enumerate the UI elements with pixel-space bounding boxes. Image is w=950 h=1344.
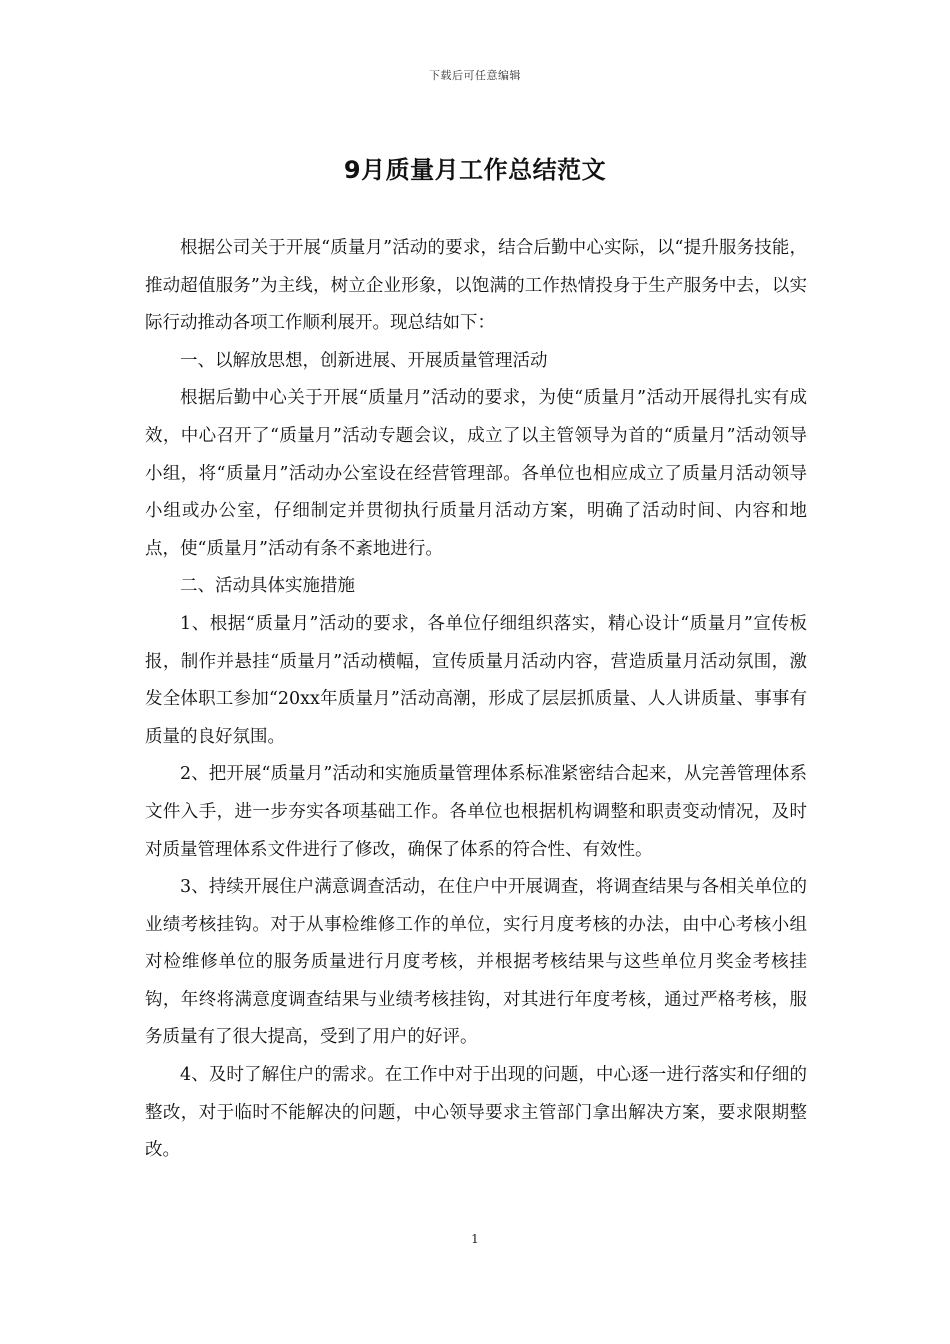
measure-2-paragraph: 2、把开展“质量月”活动和实施质量管理体系标准紧密结合起来，从完善管理体系文件入手，进一步夯实各项基础工作。各单位也根据机构调整和职责变动情况，及时对质量管理体系文件进行了修改，确保了体系的符合性、有效性。 bbox=[145, 764, 807, 860]
measure-4-paragraph: 4、及时了解住户的需求。在工作中对于出现的问题，中心逐一进行落实和仔细的整改，对于临时不能解决的问题，中心领导要求主管部门拿出解决方案，要求限期整改。 bbox=[145, 1065, 807, 1161]
measure-1-paragraph: 1、根据“质量月”活动的要求，各单位仔细组织落实，精心设计“质量月”宣传板报，制作并悬挂“质量月”活动横幅，宣传质量月活动内容，营造质量月活动氛围，激发全体职工参加“20xx年质量月”活动高潮，形成了层层抓质量、人人讲质量、事事有质量的良好氛围。 bbox=[145, 613, 807, 747]
section-heading-2: 二、活动具体实施措施 bbox=[180, 576, 355, 597]
measure-3-paragraph: 3、持续开展住户满意调查活动，在住户中开展调查，将调查结果与各相关单位的业绩考核挂钩。对于从事检维修工作的单位，实行月度考核的办法，由中心考核小组对检维修单位的服务质量进行月度考核，并根据考核结果与这些单位月奖金考核挂钩，年终将满意度调查结果与业绩考核挂钩，对其进行年度考核，通过严格考核，服务质量有了很大提高，受到了用户的好评。 bbox=[145, 877, 807, 1048]
section-heading-1: 一、以解放思想，创新进展、开展质量管理活动 bbox=[180, 350, 548, 371]
document-title: 9月质量月工作总结范文 bbox=[343, 156, 607, 184]
document-body bbox=[145, 230, 807, 1170]
header-note: 下载后可任意编辑 bbox=[429, 69, 521, 82]
intro-paragraph: 根据公司关于开展“质量月”活动的要求，结合后勤中心实际，以“提升服务技能，推动超值服务”为主线，树立企业形象，以饱满的工作热情投身于生产服务中去，以实际行动推动各项工作顺利展开。现总结如下： bbox=[145, 238, 807, 334]
section-1-paragraph: 根据后勤中心关于开展“质量月”活动的要求，为使“质量月”活动开展得扎实有成效，中心召开了“质量月”活动专题会议，成立了以主管领导为首的“质量月”活动领导小组，将“质量月”活动办公室设在经营管理部。各单位也相应成立了质量月活动领导小组或办公室，仔细制定并贯彻执行质量月活动方案，明确了活动时间、内容和地点，使“质量月”活动有条不紊地进行。 bbox=[145, 388, 807, 559]
page-number: 1 bbox=[471, 1232, 479, 1246]
